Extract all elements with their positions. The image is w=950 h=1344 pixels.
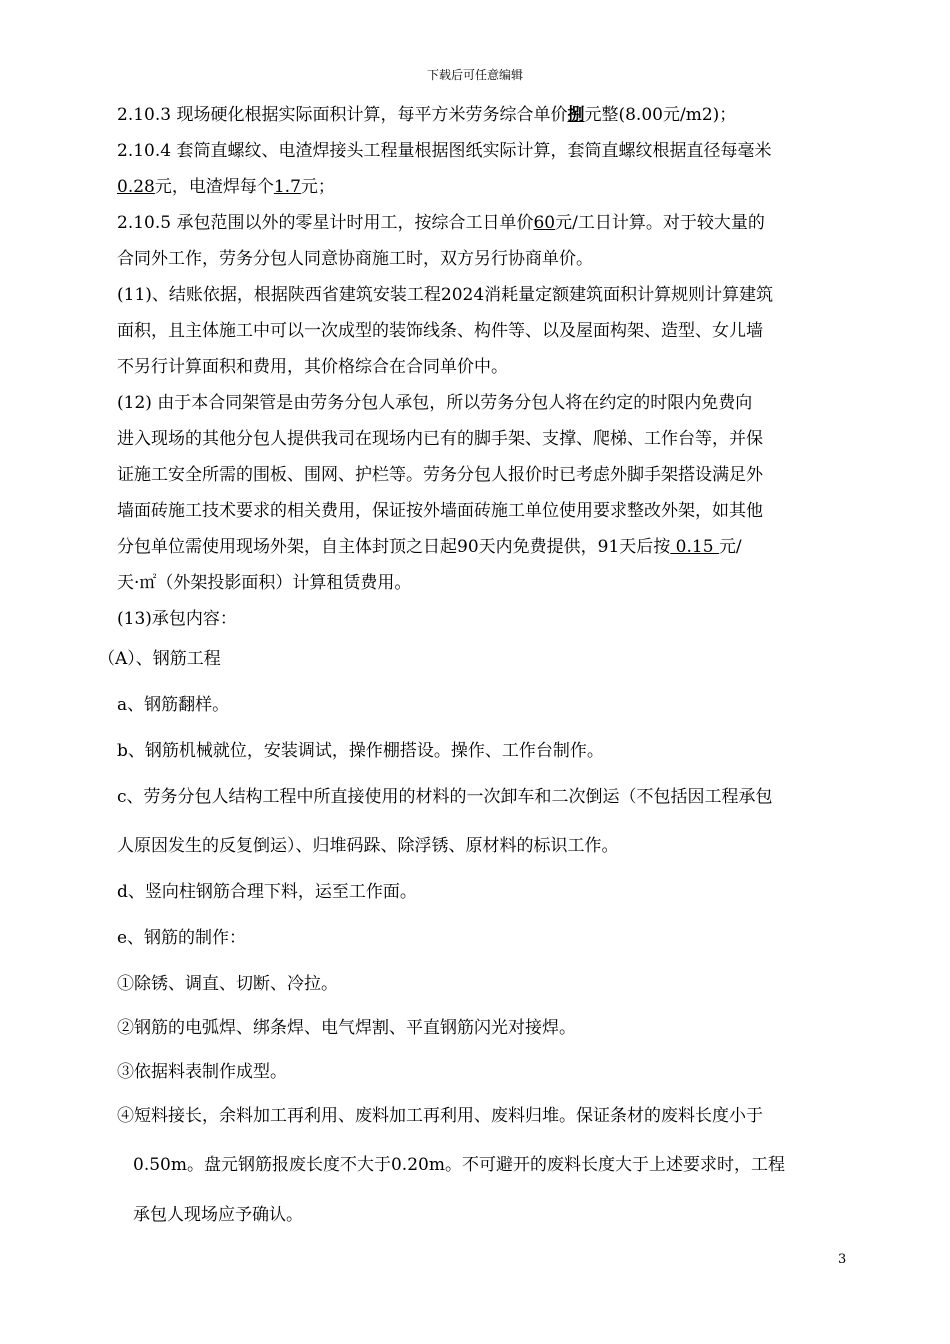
text-line <box>117 249 593 269</box>
text-segment: 面积，且主体施工中可以一次成型的装饰线条、构件等、以及屋面构架、造型、女儿墙 <box>117 321 763 341</box>
text-segment: 元/ <box>718 537 742 557</box>
text-segment: 人原因发生的反复倒运）、归堆码跺、除浮锈、原材料的标识工作。 <box>117 836 619 856</box>
text-line <box>133 1205 303 1225</box>
text-line <box>117 1062 287 1082</box>
text-segment: 承包人现场应予确认。 <box>133 1205 303 1225</box>
text-line <box>117 393 752 413</box>
text-segment: 0.28 <box>117 177 155 197</box>
text-line <box>117 501 763 521</box>
text-segment: e、钢筋的制作： <box>117 928 247 948</box>
text-segment: 合同外工作，劳务分包人同意协商施工时，双方另行协商单价。 <box>117 249 593 269</box>
text-line <box>117 321 763 341</box>
text-line <box>117 285 773 305</box>
text-segment: 墙面砖施工技术要求的相关费用，保证按外墙面砖施工单位使用要求整改外架，如其他 <box>117 501 763 521</box>
text-segment: 进入现场的其他分包人提供我司在现场内已有的脚手架、支撑、爬梯、工作台等，并保 <box>117 429 763 449</box>
text-line <box>117 141 771 161</box>
text-segment: 2.10.4 套筒直螺纹、电渣焊接头工程量根据图纸实际计算，套筒直螺纹根据直径每毫米 <box>117 141 772 161</box>
text-segment: 60 <box>533 213 556 233</box>
text-segment: 0.50m。盘元钢筋报废长度不大于0.20m。不可避开的废料长度大于上述要求时，工程 <box>133 1155 785 1175</box>
text-line <box>117 465 763 485</box>
text-line <box>117 357 508 377</box>
text-line <box>117 573 411 593</box>
text-segment: 元整(8.00元/m2)； <box>584 105 737 125</box>
text-segment: 分包单位需使用现场外架，自主体封顶之日起90天内免费提供，91天后按 <box>117 537 671 557</box>
text-segment: 元/工日计算。对于较大量的 <box>555 213 765 233</box>
text-segment: 2.10.5 承包范围以外的零星计时用工，按综合工日单价 <box>117 213 534 233</box>
text-segment: 捌 <box>567 105 585 125</box>
text-segment: ③依据料表制作成型。 <box>117 1062 287 1082</box>
page-number: 3 <box>838 1252 847 1267</box>
text-segment: ①除锈、调直、切断、冷拉。 <box>117 974 338 994</box>
text-segment: b、钢筋机械就位，安装调试，操作棚搭设。操作、工作台制作。 <box>117 741 604 761</box>
text-line <box>117 1106 763 1126</box>
text-segment: (12) 由于本合同架管是由劳务分包人承包，所以劳务分包人将在约定的时限内免费向 <box>117 393 753 413</box>
text-line <box>133 1155 785 1175</box>
text-segment: 不另行计算面积和费用，其价格综合在合同单价中。 <box>117 357 508 377</box>
text-line <box>117 105 736 125</box>
text-line <box>117 537 742 557</box>
text-line <box>98 649 221 669</box>
text-segment: （A）、钢筋工程 <box>98 649 221 669</box>
text-line <box>117 695 229 715</box>
text-segment: 元，电渣焊每个 <box>154 177 274 197</box>
text-line <box>117 741 604 761</box>
text-line <box>117 429 763 449</box>
text-line <box>117 609 237 629</box>
text-segment: ②钢筋的电弧焊、绑条焊、电气焊割、平直钢筋闪光对接焊。 <box>117 1018 576 1038</box>
text-segment: 元； <box>300 177 335 197</box>
text-segment: (11)、结账依据，根据陕西省建筑安装工程2024消耗量定额建筑面积计算规则计算建筑 <box>117 285 774 305</box>
text-segment: 2.10.3 现场硬化根据实际面积计算，每平方米劳务综合单价 <box>117 105 568 125</box>
text-line <box>117 177 335 197</box>
text-segment: 证施工安全所需的围板、围网、护栏等。劳务分包人报价时已考虑外脚手架搭设满足外 <box>117 465 763 485</box>
text-segment: 1.7 <box>273 177 301 197</box>
text-segment: 0.15 <box>670 537 719 557</box>
text-line <box>117 928 246 948</box>
page-header: 下载后可任意编辑 <box>426 68 523 82</box>
text-segment: ④短料接长，余料加工再利用、废料加工再利用、废料归堆。保证条材的废料长度小于 <box>117 1106 763 1126</box>
text-segment: c、劳务分包人结构工程中所直接使用的材料的一次卸车和二次倒运（不包括因工程承包 <box>117 787 773 807</box>
text-line <box>117 213 765 233</box>
text-line <box>117 974 338 994</box>
text-segment: d、竖向柱钢筋合理下料，运至工作面。 <box>117 882 417 902</box>
text-segment: 天·㎡（外架投影面积）计算租赁费用。 <box>117 573 412 593</box>
text-line <box>117 836 619 856</box>
text-line <box>117 1018 576 1038</box>
text-segment: a、钢筋翻样。 <box>117 695 230 715</box>
text-line <box>117 787 773 807</box>
text-segment: (13)承包内容： <box>117 609 237 629</box>
text-line <box>117 882 417 902</box>
